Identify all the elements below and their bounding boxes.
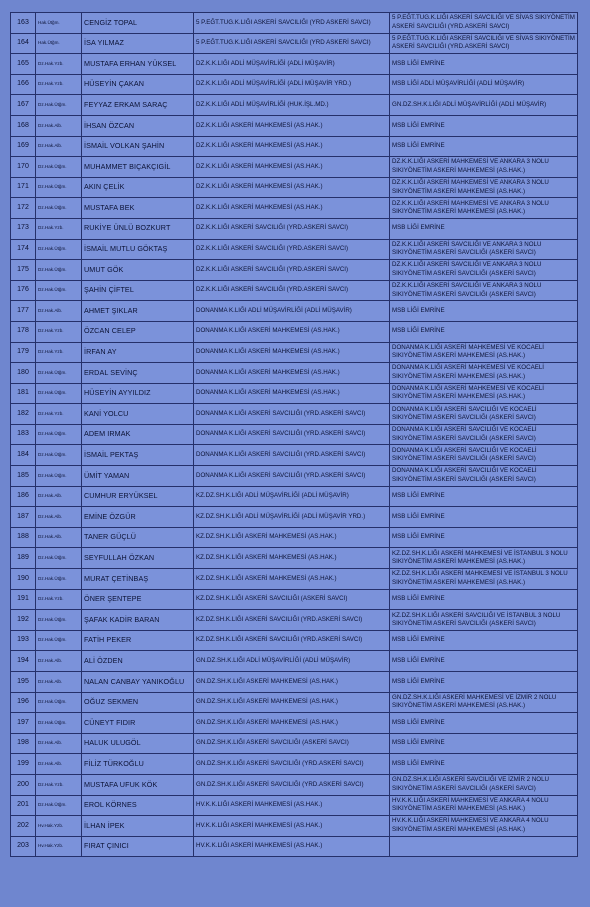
current-post-cell: DZ.K.K.LIĞI ASKERİ SAVCILIĞI (YRD.ASKERİ SAVCI)	[194, 218, 390, 239]
table-row	[11, 754, 578, 775]
rank-cell: Dz.Hak.Ütğm.	[36, 198, 82, 219]
row-number: 171	[11, 177, 36, 198]
rank-cell: Dz.Hak.Ütğm.	[36, 239, 82, 260]
current-post-cell: GN.DZ.SH.K.LIĞI ASKERİ MAHKEMESİ (AS.HAK.)	[194, 713, 390, 734]
row-number: 165	[11, 54, 36, 75]
new-post-cell: DONANMA K.LIĞI ASKERİ MAHKEMESİ VE KOCAELİ SIKIYÖNETİM ASKERİ MAHKEMESİ (AS.HAK.)	[390, 363, 578, 384]
rank-cell: Dz.Hak.Yzb.	[36, 342, 82, 363]
new-post-cell: DONANMA K.LIĞI ASKERİ SAVCILIĞI VE KOCAELİ SIKIYÖNETİM ASKERİ SAVCILIĞI (ASKERİ SAVCI)	[390, 424, 578, 445]
row-number: 190	[11, 569, 36, 590]
rank-cell: Dz.Hak.Yzb.	[36, 74, 82, 95]
row-number: 167	[11, 95, 36, 116]
name-cell: HÜSEYİN ÇAKAN	[82, 74, 194, 95]
row-number: 166	[11, 74, 36, 95]
new-post-cell: MSB LİĞİ EMRİNE	[390, 136, 578, 157]
current-post-cell: DZ.K.K.LIĞI ASKERİ MAHKEMESİ (AS.HAK.)	[194, 177, 390, 198]
rank-cell: Dz.Hak.Ütğm.	[36, 610, 82, 631]
new-post-cell: KZ.DZ.SH.K.LIĞI ASKERİ MAHKEMESİ VE İSTANBUL 3 NOLU SIKIYÖNETİM ASKERİ MAHKEMESİ (AS.HAK.)	[390, 548, 578, 569]
rank-cell: Dz.Hak.Ütğm.	[36, 280, 82, 301]
table-row	[11, 404, 578, 425]
table-row	[11, 115, 578, 136]
name-cell: FEYYAZ ERKAM SARAÇ	[82, 95, 194, 116]
name-cell: ERDAL SEVİNÇ	[82, 363, 194, 384]
row-number: 200	[11, 774, 36, 795]
row-number: 193	[11, 630, 36, 651]
name-cell: FIRAT ÇINICI	[82, 836, 194, 857]
current-post-cell: GN.DZ.SH.K.LIĞI ASKERİ MAHKEMESİ (AS.HAK.)	[194, 672, 390, 693]
new-post-cell: HV.K.K.LIĞI ASKERİ MAHKEMESİ VE ANKARA 4 NOLU SIKIYÖNETİM ASKERİ MAHKEMESİ (AS.HAK.)	[390, 816, 578, 837]
rank-cell: Dz.Hak.Ütğm.	[36, 363, 82, 384]
rank-cell: Dz.Hak.Yzb.	[36, 321, 82, 342]
row-number: 163	[11, 13, 36, 34]
table-row	[11, 692, 578, 713]
rank-cell: Dz.Hak.Ütğm.	[36, 713, 82, 734]
name-cell: ÜMİT YAMAN	[82, 466, 194, 487]
name-cell: ŞAHİN ÇİFTEL	[82, 280, 194, 301]
rank-cell: Dz.Hak.Alb.	[36, 301, 82, 322]
rank-cell: Hv.Hak.Yzb.	[36, 816, 82, 837]
rank-cell: Dz.Hak.Ütğm.	[36, 692, 82, 713]
rank-cell: Dz.Hak.Alb.	[36, 486, 82, 507]
current-post-cell: DZ.K.K.LIĞI ASKERİ SAVCILIĞI (YRD.ASKERİ SAVCI)	[194, 260, 390, 281]
rank-cell: Dz.Hak.Ütğm.	[36, 445, 82, 466]
row-number: 168	[11, 115, 36, 136]
row-number: 202	[11, 816, 36, 837]
row-number: 195	[11, 672, 36, 693]
table-row	[11, 321, 578, 342]
current-post-cell: DONANMA K.LIĞI ASKERİ SAVCILIĞI (YRD.ASKERİ SAVCI)	[194, 424, 390, 445]
row-number: 169	[11, 136, 36, 157]
current-post-cell: 5 P.EĞT.TUG.K.LIĞI ASKERİ SAVCILIĞI (YRD ASKERİ SAVCI)	[194, 13, 390, 34]
row-number: 174	[11, 239, 36, 260]
new-post-cell: DZ.K.K.LIĞI ASKERİ MAHKEMESİ VE ANKARA 3 NOLU SIKIYÖNETİM ASKERİ MAHKEMESİ (AS.HAK.)	[390, 177, 578, 198]
new-post-cell: DONANMA K.LIĞI ASKERİ MAHKEMESİ VE KOCAELİ SIKIYÖNETİM ASKERİ MAHKEMESİ (AS.HAK.)	[390, 383, 578, 404]
new-post-cell: MSB LİĞİ EMRİNE	[390, 733, 578, 754]
table-row	[11, 13, 578, 34]
table-row	[11, 733, 578, 754]
rank-cell: Dz.Hak.Alb.	[36, 733, 82, 754]
row-number: 182	[11, 404, 36, 425]
current-post-cell: 5 P.EĞT.TUG.K.LIĞI ASKERİ SAVCILIĞI (YRD ASKERİ SAVCI)	[194, 33, 390, 54]
table-row	[11, 672, 578, 693]
current-post-cell: DZ.K.K.LIĞI ASKERİ MAHKEMESİ (AS.HAK.)	[194, 136, 390, 157]
row-number: 173	[11, 218, 36, 239]
current-post-cell: DONANMA K.LIĞI ASKERİ SAVCILIĞI (YRD.ASKERİ SAVCI)	[194, 445, 390, 466]
new-post-cell: DONANMA K.LIĞI ASKERİ SAVCILIĞI VE KOCAELİ SIKIYÖNETİM ASKERİ SAVCILIĞI (ASKERİ SAVCI)	[390, 404, 578, 425]
name-cell: SEYFULLAH ÖZKAN	[82, 548, 194, 569]
current-post-cell: DZ.K.K.LIĞI ADLİ MÜŞAVİRLİĞİ (ADLİ MÜŞAVİR)	[194, 54, 390, 75]
name-cell: MUSTAFA BEK	[82, 198, 194, 219]
row-number: 177	[11, 301, 36, 322]
rank-cell: Dz.Hak.Yzb.	[36, 404, 82, 425]
name-cell: İHSAN ÖZCAN	[82, 115, 194, 136]
current-post-cell: DONANMA K.LIĞI ADLİ MÜŞAVİRLİĞİ (ADLİ MÜŞAVİR)	[194, 301, 390, 322]
new-post-cell: DZ.K.K.LIĞI ASKERİ SAVCILIĞI VE ANKARA 3 NOLU SIKIYÖNETİM ASKERİ SAVCILIĞI (ASKERİ SAVCI)	[390, 280, 578, 301]
rank-cell: Dz.Hak.Alb.	[36, 672, 82, 693]
table-row	[11, 136, 578, 157]
name-cell: ADEM IRMAK	[82, 424, 194, 445]
row-number: 201	[11, 795, 36, 816]
row-number: 183	[11, 424, 36, 445]
new-post-cell: MSB LİĞİ EMRİNE	[390, 54, 578, 75]
table-row	[11, 630, 578, 651]
name-cell: ÖZCAN CELEP	[82, 321, 194, 342]
table-row	[11, 774, 578, 795]
current-post-cell: KZ.DZ.SH.K.LIĞI ASKERİ MAHKEMESİ (AS.HAK.)	[194, 569, 390, 590]
name-cell: HALUK ULUGÖL	[82, 733, 194, 754]
name-cell: CUMHUR ERYÜKSEL	[82, 486, 194, 507]
table-row	[11, 466, 578, 487]
table-row	[11, 95, 578, 116]
name-cell: AHMET ŞIKLAR	[82, 301, 194, 322]
new-post-cell: MSB LİĞİ ADLİ MÜŞAVİRLİĞİ (ADLİ MÜŞAVİR)	[390, 74, 578, 95]
name-cell: HÜSEYİN AYYILDIZ	[82, 383, 194, 404]
rank-cell: Dz.Hak.Ütğm.	[36, 260, 82, 281]
rank-cell: Dz.Hak.Ütğm.	[36, 466, 82, 487]
table-row	[11, 424, 578, 445]
current-post-cell: DONANMA K.LIĞI ASKERİ SAVCILIĞI (YRD.ASKERİ SAVCI)	[194, 466, 390, 487]
current-post-cell: DZ.K.K.LIĞI ADLİ MÜŞAVİRLİĞİ (ADLİ MÜŞAVİR YRD.)	[194, 74, 390, 95]
table-row	[11, 651, 578, 672]
table-row	[11, 816, 578, 837]
current-post-cell: KZ.DZ.SH.K.LIĞI ASKERİ SAVCILIĞI (YRD.ASKERİ SAVCI)	[194, 630, 390, 651]
rank-cell: Hak.Ütğm.	[36, 33, 82, 54]
new-post-cell	[390, 836, 578, 857]
rank-cell: Dz.Hak.Alb.	[36, 507, 82, 528]
row-number: 197	[11, 713, 36, 734]
name-cell: KANİ YOLCU	[82, 404, 194, 425]
rank-cell: Dz.Hak.Alb.	[36, 136, 82, 157]
current-post-cell: DZ.K.K.LIĞI ASKERİ MAHKEMESİ (AS.HAK.)	[194, 157, 390, 178]
name-cell: CENGİZ TOPAL	[82, 13, 194, 34]
document-sheet	[10, 12, 578, 857]
new-post-cell: MSB LİĞİ EMRİNE	[390, 301, 578, 322]
current-post-cell: KZ.DZ.SH.K.LIĞI ASKERİ MAHKEMESİ (AS.HAK.)	[194, 527, 390, 548]
rank-cell: Dz.Hak.Alb.	[36, 754, 82, 775]
current-post-cell: KZ.DZ.SH.K.LIĞI ASKERİ SAVCILIĞI (YRD.ASKERİ SAVCI)	[194, 610, 390, 631]
name-cell: RUKİYE ÜNLÜ BOZKURT	[82, 218, 194, 239]
row-number: 187	[11, 507, 36, 528]
row-number: 176	[11, 280, 36, 301]
name-cell: MURAT ÇETİNBAŞ	[82, 569, 194, 590]
table-row	[11, 589, 578, 610]
rank-cell: Dz.Hak.Ütğm.	[36, 424, 82, 445]
current-post-cell: GN.DZ.SH.K.LIĞI ASKERİ SAVCILIĞI (ASKERİ SAVCI)	[194, 733, 390, 754]
table-row	[11, 33, 578, 54]
new-post-cell: DONANMA K.LIĞI ASKERİ SAVCILIĞI VE KOCAELİ SIKIYÖNETİM ASKERİ SAVCILIĞI (ASKERİ SAVCI)	[390, 445, 578, 466]
row-number: 192	[11, 610, 36, 631]
current-post-cell: GN.DZ.SH.K.LIĞI ASKERİ SAVCILIĞI (YRD.ASKERİ SAVCI)	[194, 754, 390, 775]
new-post-cell: 5 P.EĞT.TUG.K.LIĞI ASKERİ SAVCILIĞI VE SİVAS SIKIYÖNETİM ASKERİ SAVCILIĞI (YRD.ASKERİ SAVCI)	[390, 33, 578, 54]
rank-cell: Dz.Hak.Ütğm.	[36, 157, 82, 178]
assignment-table	[10, 12, 578, 857]
name-cell: ÖNER ŞENTEPE	[82, 589, 194, 610]
current-post-cell: DZ.K.K.LIĞI ASKERİ SAVCILIĞI (YRD.ASKERİ SAVCI)	[194, 239, 390, 260]
rank-cell: Dz.Hak.Ütğm.	[36, 177, 82, 198]
name-cell: İSMAİL PEKTAŞ	[82, 445, 194, 466]
current-post-cell: DZ.K.K.LIĞI ADLİ MÜŞAVİRLİĞİ (HUK.İŞL.MD.)	[194, 95, 390, 116]
new-post-cell: MSB LİĞİ EMRİNE	[390, 115, 578, 136]
name-cell: ŞAFAK KADİR BARAN	[82, 610, 194, 631]
new-post-cell: GN.DZ.SH.K.LIĞI ADLİ MÜŞAVİRLİĞİ (ADLİ MÜŞAVİR)	[390, 95, 578, 116]
table-row	[11, 74, 578, 95]
current-post-cell: DZ.K.K.LIĞI ASKERİ MAHKEMESİ (AS.HAK.)	[194, 115, 390, 136]
row-number: 186	[11, 486, 36, 507]
new-post-cell: MSB LİĞİ EMRİNE	[390, 754, 578, 775]
table-row	[11, 610, 578, 631]
row-number: 170	[11, 157, 36, 178]
rank-cell: Dz.Hak.Yzb.	[36, 774, 82, 795]
current-post-cell: GN.DZ.SH.K.LIĞI ADLİ MÜŞAVİRLİĞİ (ADLİ MÜŞAVİR)	[194, 651, 390, 672]
name-cell: MUSTAFA ERHAN YÜKSEL	[82, 54, 194, 75]
name-cell: CÜNEYT FIDIR	[82, 713, 194, 734]
new-post-cell: GN.DZ.SH.K.LIĞI ASKERİ MAHKEMESİ VE İZMİR 2 NOLU SIKIYÖNETİM ASKERİ MAHKEMESİ (AS.HAK.)	[390, 692, 578, 713]
name-cell: İSMAİL MUTLU GÖKTAŞ	[82, 239, 194, 260]
table-row	[11, 342, 578, 363]
new-post-cell: MSB LİĞİ EMRİNE	[390, 486, 578, 507]
table-row	[11, 157, 578, 178]
new-post-cell: DONANMA K.LIĞI ASKERİ MAHKEMESİ VE KOCAELİ SIKIYÖNETİM ASKERİ MAHKEMESİ (AS.HAK.)	[390, 342, 578, 363]
table-row	[11, 383, 578, 404]
new-post-cell: KZ.DZ.SH.K.LIĞI ASKERİ MAHKEMESİ VE İSTANBUL 3 NOLU SIKIYÖNETİM ASKERİ MAHKEMESİ (AS.HAK.)	[390, 569, 578, 590]
new-post-cell: GN.DZ.SH.K.LIĞI ASKERİ SAVCILIĞI VE İZMİR 2 NOLU SIKIYÖNETİM ASKERİ SAVCILIĞI (ASKERİ SAVCI)	[390, 774, 578, 795]
current-post-cell: DONANMA K.LIĞI ASKERİ MAHKEMESİ (AS.HAK.)	[194, 363, 390, 384]
rank-cell: Dz.Hak.Alb.	[36, 651, 82, 672]
new-post-cell: MSB LİĞİ EMRİNE	[390, 589, 578, 610]
table-row	[11, 218, 578, 239]
name-cell: EROL KÖRNES	[82, 795, 194, 816]
rank-cell: Hak.Ütğm.	[36, 13, 82, 34]
name-cell: MUSTAFA UFUK KÖK	[82, 774, 194, 795]
new-post-cell: MSB LİĞİ EMRİNE	[390, 713, 578, 734]
name-cell: FİLİZ TÜRKOĞLU	[82, 754, 194, 775]
row-number: 185	[11, 466, 36, 487]
table-row	[11, 198, 578, 219]
table-row	[11, 795, 578, 816]
name-cell: FATİH PEKER	[82, 630, 194, 651]
table-row	[11, 363, 578, 384]
name-cell: İLHAN İPEK	[82, 816, 194, 837]
name-cell: OĞUZ SEKMEN	[82, 692, 194, 713]
new-post-cell: KZ.DZ.SH.K.LIĞI ASKERİ SAVCILIĞI VE İSTANBUL 3 NOLU SIKIYÖNETİM ASKERİ SAVCILIĞI (ASKERİ SAVCI)	[390, 610, 578, 631]
row-number: 164	[11, 33, 36, 54]
table-row	[11, 239, 578, 260]
row-number: 194	[11, 651, 36, 672]
new-post-cell: MSB LİĞİ EMRİNE	[390, 321, 578, 342]
new-post-cell: MSB LİĞİ EMRİNE	[390, 527, 578, 548]
row-number: 188	[11, 527, 36, 548]
name-cell: UMUT GÖK	[82, 260, 194, 281]
name-cell: İRFAN AY	[82, 342, 194, 363]
new-post-cell: HV.K.K.LIĞI ASKERİ MAHKEMESİ VE ANKARA 4 NOLU SIKIYÖNETİM ASKERİ MAHKEMESİ (AS.HAK.)	[390, 795, 578, 816]
row-number: 172	[11, 198, 36, 219]
table-row	[11, 836, 578, 857]
current-post-cell: DONANMA K.LIĞI ASKERİ MAHKEMESİ (AS.HAK.)	[194, 383, 390, 404]
row-number: 175	[11, 260, 36, 281]
assignment-table-body	[11, 13, 578, 857]
table-row	[11, 486, 578, 507]
new-post-cell: DZ.K.K.LIĞI ASKERİ SAVCILIĞI VE ANKARA 3 NOLU SIKIYÖNETİM ASKERİ SAVCILIĞI (ASKERİ SAVCI)	[390, 260, 578, 281]
table-row	[11, 54, 578, 75]
table-row	[11, 177, 578, 198]
table-row	[11, 445, 578, 466]
name-cell: AKIN ÇELİK	[82, 177, 194, 198]
rank-cell: Dz.Hak.Yzb.	[36, 218, 82, 239]
current-post-cell: DONANMA K.LIĞI ASKERİ MAHKEMESİ (AS.HAK.)	[194, 342, 390, 363]
rank-cell: Dz.Hak.Alb.	[36, 115, 82, 136]
rank-cell: Dz.Hak.Ütğm.	[36, 548, 82, 569]
new-post-cell: DZ.K.K.LIĞI ASKERİ MAHKEMESİ VE ANKARA 3 NOLU SIKIYÖNETİM ASKERİ MAHKEMESİ (AS.HAK.)	[390, 157, 578, 178]
name-cell: ALİ ÖZDEN	[82, 651, 194, 672]
rank-cell: Hv.Hak.Yzb.	[36, 836, 82, 857]
row-number: 191	[11, 589, 36, 610]
row-number: 198	[11, 733, 36, 754]
new-post-cell: MSB LİĞİ EMRİNE	[390, 218, 578, 239]
current-post-cell: HV.K.K.LIĞI ASKERİ MAHKEMESİ (AS.HAK.)	[194, 795, 390, 816]
new-post-cell: MSB LİĞİ EMRİNE	[390, 507, 578, 528]
current-post-cell: HV.K.K.LIĞI ASKERİ MAHKEMESİ (AS.HAK.)	[194, 816, 390, 837]
row-number: 203	[11, 836, 36, 857]
current-post-cell: GN.DZ.SH.K.LIĞI ASKERİ MAHKEMESİ (AS.HAK.)	[194, 692, 390, 713]
rank-cell: Dz.Hak.Yzb.	[36, 589, 82, 610]
row-number: 179	[11, 342, 36, 363]
row-number: 178	[11, 321, 36, 342]
rank-cell: Dz.Hak.Ütğm.	[36, 95, 82, 116]
table-row	[11, 527, 578, 548]
table-row	[11, 548, 578, 569]
new-post-cell: MSB LİĞİ EMRİNE	[390, 672, 578, 693]
rank-cell: Dz.Hak.Alb.	[36, 527, 82, 548]
rank-cell: Dz.Hak.Ütğm.	[36, 630, 82, 651]
current-post-cell: DZ.K.K.LIĞI ASKERİ SAVCILIĞI (YRD.ASKERİ SAVCI)	[194, 280, 390, 301]
new-post-cell: DZ.K.K.LIĞI ASKERİ MAHKEMESİ VE ANKARA 3 NOLU SIKIYÖNETİM ASKERİ MAHKEMESİ (AS.HAK.)	[390, 198, 578, 219]
name-cell: İSMAİL VOLKAN ŞAHİN	[82, 136, 194, 157]
name-cell: MUHAMMET BIÇAKÇIGİL	[82, 157, 194, 178]
new-post-cell: 5 P.EĞT.TUG.K.LIĞI ASKERİ SAVCILIĞI VE SİVAS SIKIYÖNETİM ASKERİ SAVCILIĞI (YRD.ASKERİ SAVCI)	[390, 13, 578, 34]
name-cell: NALAN CANBAY YANIKOĞLU	[82, 672, 194, 693]
name-cell: TANER GÜÇLÜ	[82, 527, 194, 548]
rank-cell: Dz.Hak.Ütğm.	[36, 569, 82, 590]
name-cell: EMİNE ÖZGÜR	[82, 507, 194, 528]
table-row	[11, 280, 578, 301]
new-post-cell: MSB LİĞİ EMRİNE	[390, 651, 578, 672]
current-post-cell: KZ.DZ.SH.K.LIĞI ASKERİ SAVCILIĞI (ASKERİ SAVCI)	[194, 589, 390, 610]
current-post-cell: KZ.DZ.SH.K.LIĞI ASKERİ MAHKEMESİ (AS.HAK.)	[194, 548, 390, 569]
table-row	[11, 301, 578, 322]
name-cell: İSA YILMAZ	[82, 33, 194, 54]
row-number: 196	[11, 692, 36, 713]
current-post-cell: DONANMA K.LIĞI ASKERİ MAHKEMESİ (AS.HAK.)	[194, 321, 390, 342]
table-row	[11, 507, 578, 528]
rank-cell: Dz.Hak.Ütğm.	[36, 383, 82, 404]
rank-cell: Dz.Hak.Yzb.	[36, 54, 82, 75]
table-row	[11, 569, 578, 590]
current-post-cell: GN.DZ.SH.K.LIĞI ASKERİ SAVCILIĞI (YRD.ASKERİ SAVCI)	[194, 774, 390, 795]
new-post-cell: DONANMA K.LIĞI ASKERİ SAVCILIĞI VE KOCAELİ SIKIYÖNETİM ASKERİ SAVCILIĞI (ASKERİ SAVCI)	[390, 466, 578, 487]
rank-cell: Dz.Hak.Ütğm.	[36, 795, 82, 816]
new-post-cell: DZ.K.K.LIĞI ASKERİ SAVCILIĞI VE ANKARA 3 NOLU SIKIYÖNETİM ASKERİ SAVCILIĞI (ASKERİ SAVCI)	[390, 239, 578, 260]
current-post-cell: KZ.DZ.SH.K.LIĞI ADLİ MÜŞAVİRLİĞİ (ADLİ MÜŞAVİR YRD.)	[194, 507, 390, 528]
row-number: 199	[11, 754, 36, 775]
current-post-cell: KZ.DZ.SH.K.LIĞI ADLİ MÜŞAVİRLİĞİ (ADLİ MÜŞAVİR)	[194, 486, 390, 507]
current-post-cell: HV.K.K.LIĞI ASKERİ MAHKEMESİ (AS.HAK.)	[194, 836, 390, 857]
table-row	[11, 260, 578, 281]
row-number: 189	[11, 548, 36, 569]
current-post-cell: DZ.K.K.LIĞI ASKERİ MAHKEMESİ (AS.HAK.)	[194, 198, 390, 219]
row-number: 180	[11, 363, 36, 384]
row-number: 184	[11, 445, 36, 466]
row-number: 181	[11, 383, 36, 404]
table-row	[11, 713, 578, 734]
new-post-cell: MSB LİĞİ EMRİNE	[390, 630, 578, 651]
current-post-cell: DONANMA K.LIĞI ASKERİ SAVCILIĞI (YRD.ASKERİ SAVCI)	[194, 404, 390, 425]
